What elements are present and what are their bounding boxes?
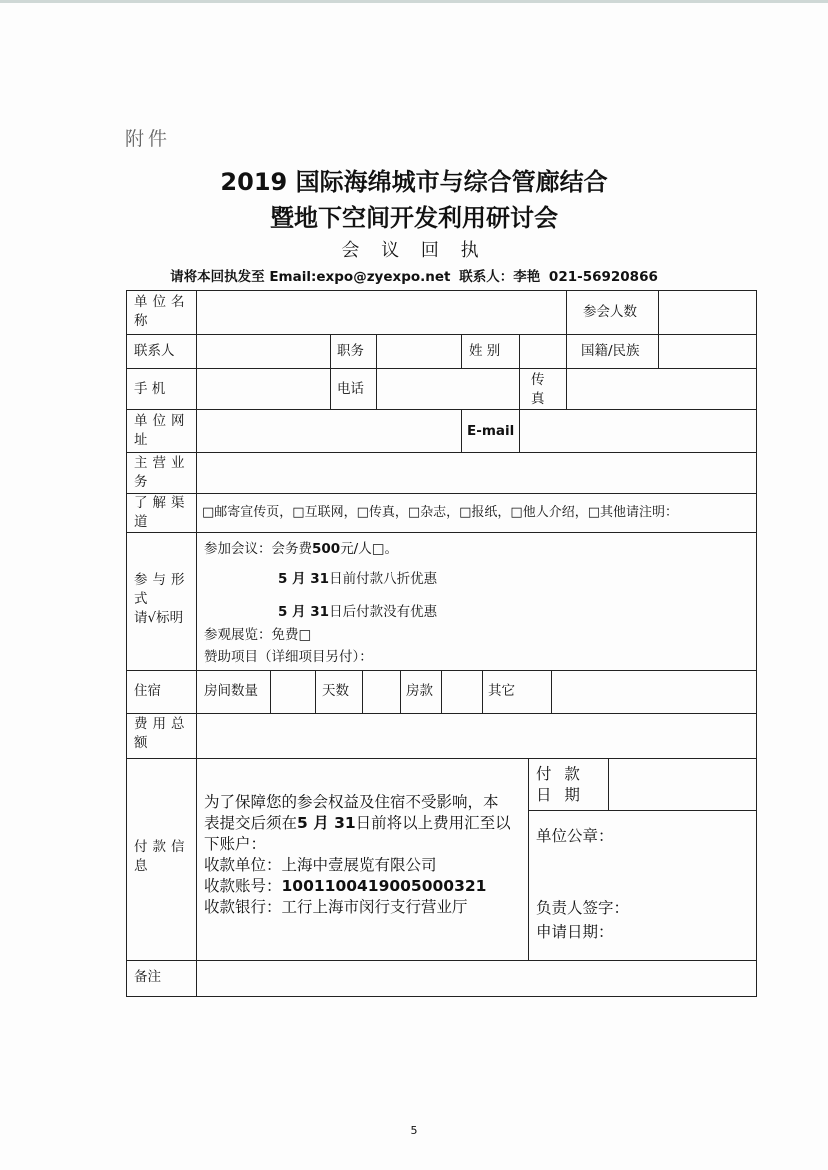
email-label: E-mail bbox=[467, 423, 515, 439]
account-number: 收款账号：1001100419005000321 bbox=[204, 877, 487, 895]
signature-label: 负责人签字： bbox=[536, 899, 630, 917]
unit-name-label: 单位名称 bbox=[134, 294, 190, 329]
mobile-label: 手 机 bbox=[134, 381, 166, 397]
contact-line bbox=[0, 265, 828, 285]
page-number: 5 bbox=[410, 1124, 418, 1137]
payment-info-label: 付款信息 bbox=[134, 839, 190, 874]
contact-phone: 021-56920866 bbox=[548, 269, 658, 285]
position-label: 职务 bbox=[337, 343, 364, 359]
nationality-label: 国籍/民族 bbox=[581, 343, 640, 359]
page-top-edge bbox=[0, 0, 828, 3]
other-label: 其它 bbox=[488, 683, 515, 699]
bank-name: 收款银行：工行上海市闵行支行营业厅 bbox=[204, 898, 468, 916]
apply-date-label: 申请日期： bbox=[536, 923, 614, 941]
lodging-label: 住宿 bbox=[134, 683, 161, 699]
days-label: 天数 bbox=[322, 683, 349, 699]
late-payment-line: 5 月 31日后付款没有优惠 bbox=[278, 604, 438, 620]
title-line-1: 2019 国际海绵城市与综合管廊结合 bbox=[220, 168, 608, 196]
early-discount-line: 5 月 31日前付款八折优惠 bbox=[278, 571, 438, 587]
website-label: 单位网址 bbox=[134, 413, 190, 448]
exhibition-visit-line: 参观展览：免费□ bbox=[204, 627, 312, 643]
channel-label: 了解渠道 bbox=[134, 495, 190, 530]
contact-email: 请将本回执发至 Email:expo@zyexpo.net bbox=[170, 269, 451, 285]
annex-label: 附件 bbox=[125, 128, 172, 150]
main-business-label: 主营业务 bbox=[134, 455, 190, 490]
total-fee-label: 费用总额 bbox=[134, 716, 190, 751]
channel-options: □邮寄宣传页，□互联网，□传真，□杂志，□报纸，□他人介绍，□其他请注明： bbox=[202, 505, 678, 520]
telephone-label: 电话 bbox=[337, 381, 364, 397]
gender-label: 姓 别 bbox=[469, 343, 501, 359]
room-count-label: 房间数量 bbox=[204, 683, 258, 699]
room-fee-label: 房款 bbox=[406, 683, 433, 699]
attendee-count-label: 参会人数 bbox=[583, 304, 637, 320]
contact-person-label: 联系人 bbox=[134, 343, 175, 359]
registration-form-table bbox=[126, 290, 757, 997]
title-line-2: 暨地下空间开发利用研讨会 bbox=[270, 204, 558, 232]
payee-unit: 收款单位：上海中壹展览有限公司 bbox=[204, 856, 437, 874]
conference-fee-line: 参加会议：会务费500元/人□。 bbox=[204, 541, 398, 557]
payment-instructions: 为了保障您的参会权益及住宿不受影响，本 表提交后须在5 月 31日前将以上费用汇至以 下账户： 收款单位：上海中壹展览有限公司 收款账号：1001100419005000321 收款银行：工行上海市闵行支行营业厅 bbox=[204, 792, 530, 918]
payment-date-label: 付 款 日 期 bbox=[536, 765, 584, 804]
company-seal-label: 单位公章： bbox=[536, 827, 614, 845]
contact-person: 联系人：李艳 bbox=[459, 269, 541, 285]
fax-label: 传真 bbox=[531, 372, 545, 407]
sponsor-line: 赞助项目（详细项目另付）： bbox=[204, 649, 373, 665]
participation-label: 参与形式 请√标明 bbox=[134, 572, 190, 626]
remarks-label: 备注 bbox=[134, 969, 161, 985]
title-line-3: 会 议 回 执 bbox=[341, 240, 487, 261]
